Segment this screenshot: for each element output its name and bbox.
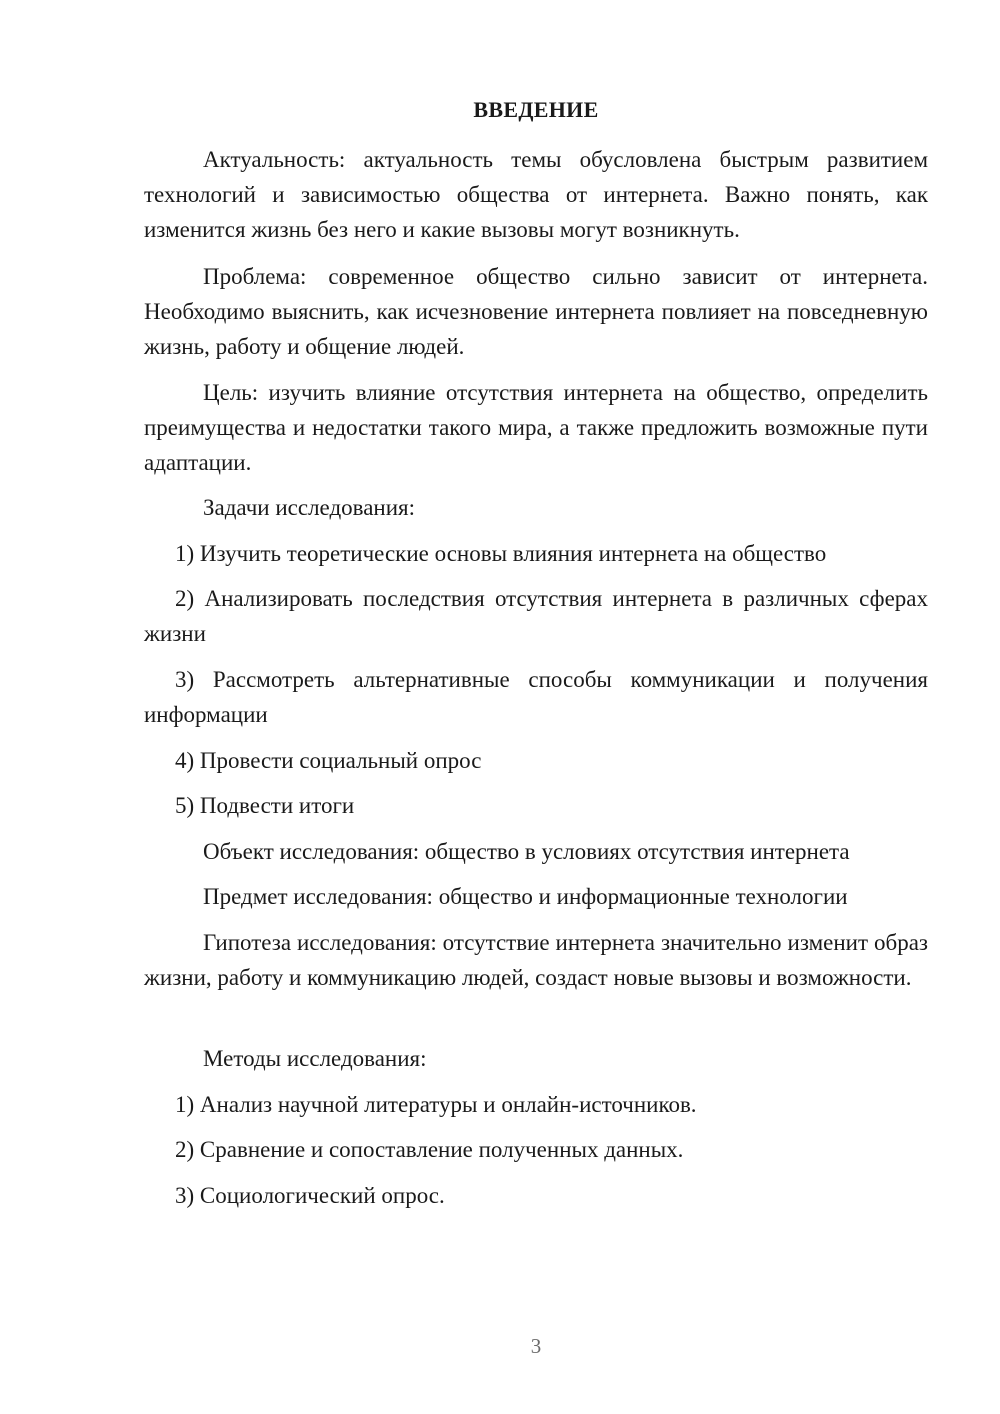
- method-item-1: 1) Анализ научной литературы и онлайн-источников.: [175, 1092, 697, 1117]
- page-number: 3: [530, 1334, 542, 1358]
- problem-paragraph: Проблема: современное общество сильно зависит от интернета. Необходимо выяснить, как исчезновение интернета повлияет на повседневную жизнь, работу и общение людей.: [144, 264, 928, 359]
- task-item-1: 1) Изучить теоретические основы влияния интернета на общество: [175, 541, 827, 566]
- method-item-2: 2) Сравнение и сопоставление полученных данных.: [175, 1137, 684, 1162]
- goal-paragraph: Цель: изучить влияние отсутствия интернета на общество, определить преимущества и недостатки такого мира, а также предложить возможные пути адаптации.: [144, 380, 928, 475]
- task-item-2: 2) Анализировать последствия отсутствия интернета в различных сферах жизни: [144, 586, 928, 646]
- task-item-3: 3) Рассмотреть альтернативные способы коммуникации и получения информации: [144, 667, 928, 727]
- tasks-heading: Задачи исследования:: [203, 495, 416, 520]
- task-item-5: 5) Подвести итоги: [175, 793, 355, 818]
- method-item-3: 3) Социологический опрос.: [175, 1183, 445, 1208]
- object-paragraph: Объект исследования: общество в условиях отсутствия интернета: [203, 839, 850, 864]
- methods-heading: Методы исследования:: [203, 1046, 427, 1071]
- page-title: ВВЕДЕНИЕ: [473, 97, 599, 122]
- subject-paragraph: Предмет исследования: общество и информационные технологии: [203, 884, 848, 909]
- relevance-paragraph: Актуальность: актуальность темы обусловлена быстрым развитием технологий и зависимостью общества от интернета. Важно понять, как изменится жизнь без него и какие вызовы могут возникнуть.: [144, 147, 928, 242]
- hypothesis-paragraph: Гипотеза исследования: отсутствие интернета значительно изменит образ жизни, работу и коммуникацию людей, создаст новые вызовы и возможности.: [144, 930, 928, 990]
- task-item-4: 4) Провести социальный опрос: [175, 748, 482, 773]
